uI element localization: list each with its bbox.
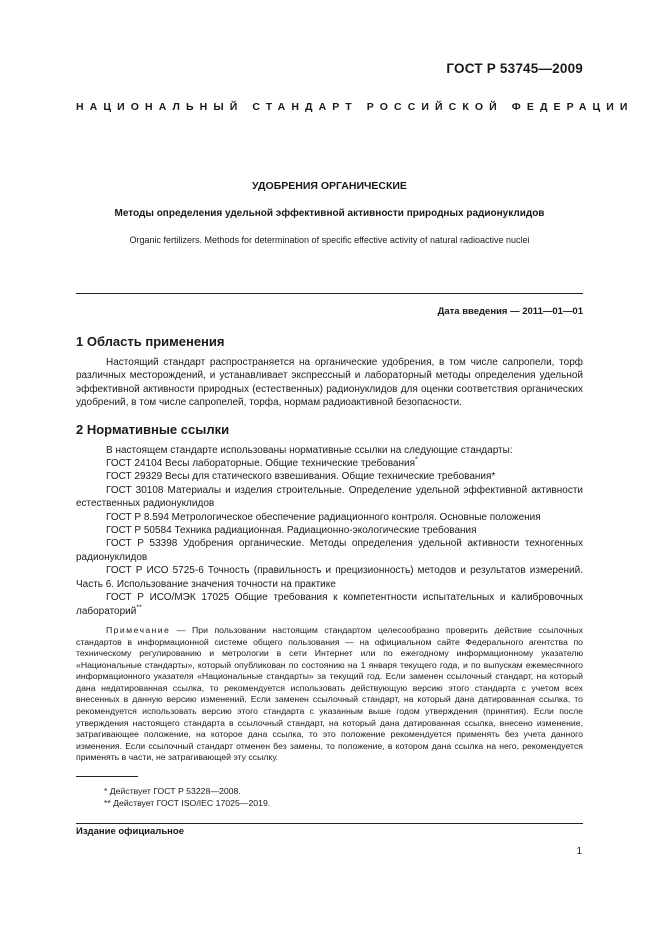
bottom-divider [76, 823, 583, 824]
footnote-mark: ** [136, 604, 142, 612]
official-edition-label: Издание официальное [76, 826, 184, 837]
footnote-mark: * [415, 456, 418, 464]
note [76, 625, 583, 764]
section-heading: 2 Нормативные ссылки [76, 421, 230, 437]
reference-item: ГОСТ Р 50584 Техника радиационная. Радиационно-экологические требования [106, 525, 477, 537]
document-title: УДОБРЕНИЯ ОРГАНИЧЕСКИЕ [252, 180, 407, 192]
national-standard-header: НАЦИОНАЛЬНЫЙ СТАНДАРТ РОССИЙСКОЙ ФЕДЕРАЦИИ [76, 101, 634, 113]
footnote: ** Действует ГОСТ ISO/IEC 17025—2019. [104, 798, 271, 809]
note-text: — При пользовании настоящим стандартом целесообразно проверить действие ссылочных стандартов в информационной системе общего пользования — на официальном сайте Федерального агентства по техническому регулированию и метрологии в сети Интернет или по ежегодному информационному указателю «Национальные стандарты», который опубликован по состоянию на 1 января текущего года, и по выпускам ежемесячного информационного указателя «Национальные стандарты» за текущий год. Если заменен ссылочный стандарт, на который дана недатированная ссылка, то рекомендуется использовать действующую версию этого стандарта с учетом всех внесенных в данную версию изменений. Если заменен ссылочный стандарт, на который дана датированная ссылка, то рекомендуется использовать версию этого стандарта с указанным выше годом утверждения (принятия). Если после утверждения настоящего стандарта в ссылочный стандарт, на который дана датированная ссылка, внесено изменение, затрагивающее положение, на которое дана ссылка, то это положение рекомендуется применять без учета данного изменения. Если ссылочный стандарт отменен без замены, то положение, в котором дана ссылка на него, рекомендуется применять в части, не затрагивающей эту ссылку. [76, 624, 583, 763]
section-normative-references [76, 422, 583, 764]
section-scope [76, 334, 583, 410]
document-title-english: Organic fertilizers. Methods for determination of specific effective activity of natural radioactive nuclei [129, 235, 530, 245]
reference-item: ГОСТ 30108 Материалы и изделия строительные. Определение удельной эффективной активности естественных радионуклидов [76, 484, 583, 510]
reference-item: ГОСТ Р 8.594 Метрологическое обеспечение радиационного контроля. Основные положения [106, 511, 541, 523]
section-intro: В настоящем стандарте использованы нормативные ссылки на следующие стандарты: [106, 444, 513, 456]
note-label: Примечание [106, 624, 171, 635]
document-subtitle: Методы определения удельной эффективной активности природных радионуклидов [114, 208, 545, 219]
page-number: 1 [576, 846, 582, 857]
document-body [76, 334, 583, 809]
reference-item: ГОСТ Р ИСО 5725-6 Точность (правильность и прецизионность) методов и результатов измерений. Часть 6. Использование значения точности на практике [76, 565, 583, 590]
footnote: * Действует ГОСТ Р 53228—2008. [104, 786, 241, 797]
section-paragraph: Настоящий стандарт распространяется на органические удобрения, в том числе сапропели, торф различных месторождений, и устанавливает экспрессный и лабораторный методы определения удельной эффективной активности природных (естественных) радионуклидов для оценки соответствия органических удобрений, в том числе сапропелей, торфа, нормам радиоактивной безопасности. [76, 357, 583, 409]
gost-number: ГОСТ Р 53745—2009 [446, 61, 583, 76]
top-divider [76, 293, 583, 294]
introduction-date: Дата введения — 2011—01—01 [437, 306, 583, 317]
reference-item: ГОСТ Р ИСО/МЭК 17025 Общие требования к компетентности испытательных и калибровочных лабораторий** [76, 592, 583, 617]
reference-item: ГОСТ 24104 Весы лабораторные. Общие технические требования* [106, 456, 418, 470]
reference-item: ГОСТ 29329 Весы для статического взвешивания. Общие технические требования* [106, 471, 496, 483]
footnote-divider [76, 776, 138, 777]
reference-item: ГОСТ Р 53398 Удобрения органические. Методы определения удельной активности техногенных радионуклидов [76, 538, 583, 563]
section-heading: 1 Область применения [76, 334, 225, 349]
